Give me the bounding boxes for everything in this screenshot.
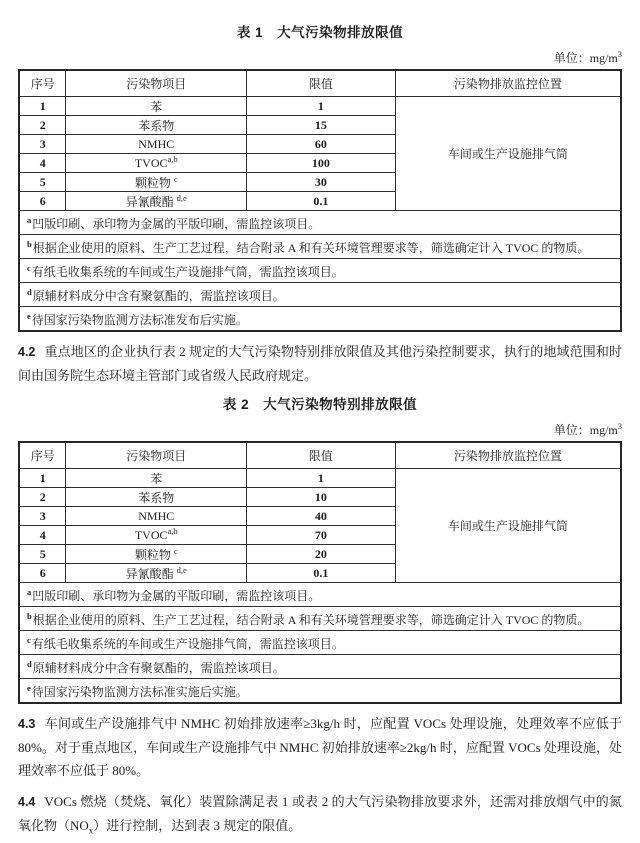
clause-number: 4.3 xyxy=(18,717,36,731)
emission-limits-table-1 xyxy=(18,69,622,332)
clause-4-4 xyxy=(18,790,622,843)
clause-number: 4.4 xyxy=(18,795,36,809)
footnote-row xyxy=(19,307,621,332)
footnote-d xyxy=(19,655,621,679)
emission-limits-table-2 xyxy=(18,441,622,704)
footnote-row xyxy=(19,679,621,704)
pollutant-name: 苯系物 xyxy=(66,116,247,135)
row-no: 1 xyxy=(19,97,66,116)
footnote-marker: e xyxy=(27,311,31,321)
footnote-b xyxy=(19,235,621,259)
footnote-text: 有纸毛收集系统的车间或生产设施排气筒，需监控该项目。 xyxy=(31,637,344,651)
table2-title: 表 2 大气污染物特别排放限值 xyxy=(222,397,418,412)
footnote-a xyxy=(19,211,621,235)
unit-superscript: 3 xyxy=(617,49,622,59)
row-no: 4 xyxy=(19,154,66,173)
limit-value: 10 xyxy=(247,488,396,507)
footnote-marker: e xyxy=(27,683,31,693)
row-no: 6 xyxy=(19,192,66,211)
footnote-text: 待国家污染物监测方法标准实施后实施。 xyxy=(31,685,248,699)
limit-value: 40 xyxy=(247,507,396,526)
footnote-row xyxy=(19,631,621,655)
footnote-d xyxy=(19,283,621,307)
pollutant-name: 苯系物 xyxy=(66,488,247,507)
pollutant-name: TVOC$^{a,b}$ xyxy=(66,526,247,545)
table1-unit-label xyxy=(18,47,622,66)
row-no: 4 xyxy=(19,526,66,545)
row-no: 5 xyxy=(19,545,66,564)
footnote-marker: a xyxy=(27,215,32,225)
footnote-e xyxy=(19,307,621,332)
footnote-text: 原辅材料成分中含有聚氨酯的，需监控该项目。 xyxy=(32,661,285,675)
monitor-location-cell: 车间或生产设施排气筒 xyxy=(395,469,621,583)
col-header-limit: 限值 xyxy=(247,442,396,469)
clause-4-3 xyxy=(18,712,622,782)
footnote-row xyxy=(19,655,621,679)
pollutant-name: 苯 xyxy=(66,469,247,488)
limit-value: 0.1 xyxy=(247,564,396,583)
col-header-pollutant: 污染物项目 xyxy=(66,442,247,469)
pollutant-name: TVOC$^{a,b}$ xyxy=(66,154,247,173)
footnote-marker: b xyxy=(27,611,32,621)
col-header-monitor-location: 污染物排放监控位置 xyxy=(395,70,621,97)
footnote-e xyxy=(19,679,621,704)
footnote-row xyxy=(19,259,621,283)
pollutant-name: 异氰酸酯 $^{d,e}$ xyxy=(66,564,247,583)
footnote-text: 凹版印刷、承印物为金属的平版印刷，需监控该项目。 xyxy=(32,589,321,603)
unit-text: 单位：mg/m xyxy=(553,51,618,65)
footnote-text: 根据企业使用的原料、生产工艺过程，结合附录 A 和有关环境管理要求等，筛选确定计入 TVOC 的物质。 xyxy=(32,241,590,255)
col-header-no: 序号 xyxy=(19,70,66,97)
table1-title: 表 1 大气污染物排放限值 xyxy=(236,25,404,40)
table2-header-row xyxy=(19,442,621,469)
col-header-no: 序号 xyxy=(19,442,66,469)
row-no: 3 xyxy=(19,507,66,526)
footnote-text: 凹版印刷、承印物为金属的平版印刷，需监控该项目。 xyxy=(32,217,321,231)
monitor-location-cell: 车间或生产设施排气筒 xyxy=(395,97,621,211)
footnote-c xyxy=(19,631,621,655)
col-header-monitor-location: 污染物排放监控位置 xyxy=(395,442,621,469)
footnote-marker: d xyxy=(27,287,32,297)
table-row xyxy=(19,469,621,488)
limit-value: 15 xyxy=(247,116,396,135)
footnote-text: 待国家污染物监测方法标准发布后实施。 xyxy=(31,313,248,327)
footnote-row xyxy=(19,211,621,235)
footnote-c xyxy=(19,259,621,283)
nox-subscript: x xyxy=(88,825,94,836)
footnote-row xyxy=(19,283,621,307)
clause-4-2 xyxy=(18,340,622,387)
footnote-row xyxy=(19,607,621,631)
clause-text-part2: ）进行控制，达到表 3 规定的限值。 xyxy=(93,818,302,833)
footnote-marker: c xyxy=(27,635,31,645)
row-no: 6 xyxy=(19,564,66,583)
unit-superscript: 3 xyxy=(617,421,622,431)
limit-value: 0.1 xyxy=(247,192,396,211)
footnote-marker: c xyxy=(27,263,31,273)
table-row xyxy=(19,97,621,116)
limit-value: 1 xyxy=(247,469,396,488)
row-no: 1 xyxy=(19,469,66,488)
limit-value: 1 xyxy=(247,97,396,116)
footnote-b xyxy=(19,607,621,631)
footnote-text: 有纸毛收集系统的车间或生产设施排气筒，需监控该项目。 xyxy=(31,265,344,279)
footnote-row xyxy=(19,235,621,259)
footnote-marker: d xyxy=(27,659,32,669)
limit-value: 60 xyxy=(247,135,396,154)
footnote-marker: b xyxy=(27,239,32,249)
limit-value: 100 xyxy=(247,154,396,173)
row-no: 3 xyxy=(19,135,66,154)
limit-value: 30 xyxy=(247,173,396,192)
unit-text: 单位：mg/m xyxy=(553,423,618,437)
footnote-row xyxy=(19,583,621,607)
clause-text: 重点地区的企业执行表 2 规定的大气污染物特别排放限值及其他污染控制要求，执行的地域范围和时间由国务院生态环境主管部门或省级人民政府规定。 xyxy=(18,344,622,383)
row-no: 2 xyxy=(19,116,66,135)
clause-text-part1: VOCs 燃烧（焚烧、氧化）装置除满足表 1 或表 2 的大气污染物排放要求外，还需对排放烟气中的氮氧化物（NO xyxy=(18,794,622,833)
footnote-text: 原辅材料成分中含有聚氨酯的，需监控该项目。 xyxy=(32,289,285,303)
clause-number: 4.2 xyxy=(18,345,36,359)
table1-header-row xyxy=(19,70,621,97)
col-header-pollutant: 污染物项目 xyxy=(66,70,247,97)
pollutant-name: 颗粒物 $^c$ xyxy=(66,173,247,192)
col-header-limit: 限值 xyxy=(247,70,396,97)
pollutant-name: NMHC xyxy=(66,135,247,154)
row-no: 2 xyxy=(19,488,66,507)
pollutant-name: 异氰酸酯 $^{d,e}$ xyxy=(66,192,247,211)
footnote-marker: a xyxy=(27,587,32,597)
limit-value: 70 xyxy=(247,526,396,545)
pollutant-name: NMHC xyxy=(66,507,247,526)
footnote-a xyxy=(19,583,621,607)
pollutant-name: 苯 xyxy=(66,97,247,116)
pollutant-name: 颗粒物 $^c$ xyxy=(66,545,247,564)
limit-value: 20 xyxy=(247,545,396,564)
footnote-text: 根据企业使用的原料、生产工艺过程，结合附录 A 和有关环境管理要求等，筛选确定计入 TVOC 的物质。 xyxy=(32,613,590,627)
table2-unit-label xyxy=(18,419,622,438)
row-no: 5 xyxy=(19,173,66,192)
clause-text: 车间或生产设施排气中 NMHC 初始排放速率≥3kg/h 时，应配置 VOCs 处理设施，处理效率不应低于 80%。对于重点地区，车间或生产设施排气中 NMHC 初始排放速率≥2kg/h 时，应配置 VOCs 处理设施，处理效率不应低于 80%。 xyxy=(18,716,622,778)
